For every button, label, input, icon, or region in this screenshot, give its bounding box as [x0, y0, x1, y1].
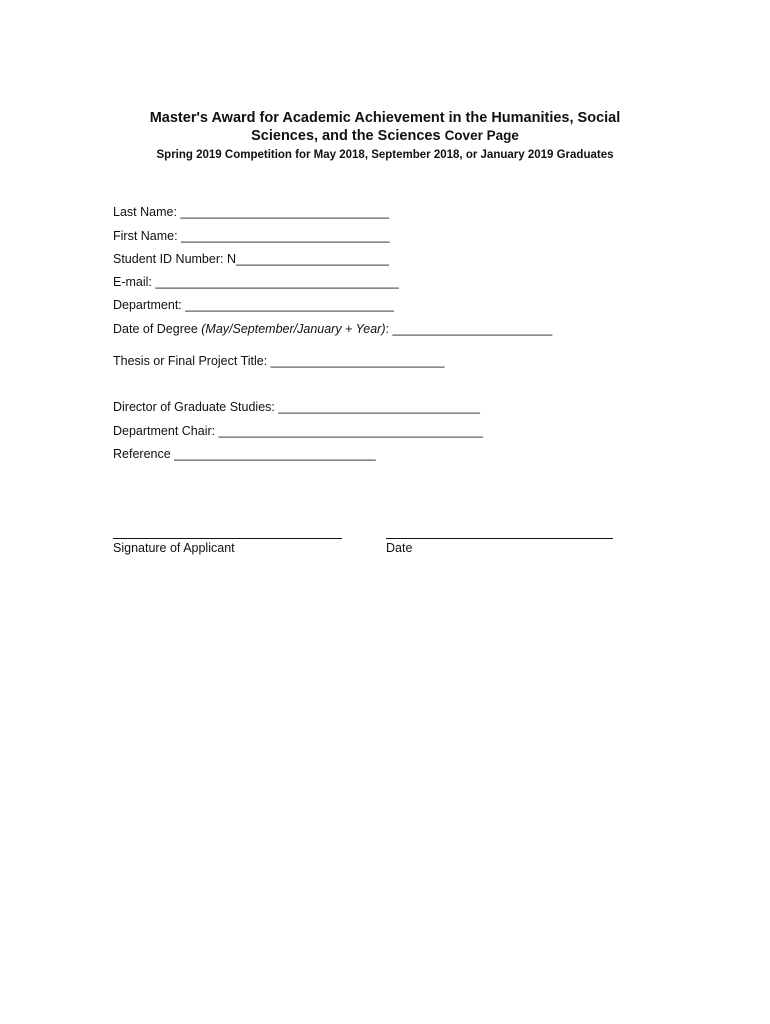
email-field[interactable]: E-mail: ___________________________________: [113, 275, 399, 289]
date-signature-label: Date: [386, 541, 413, 555]
director-field[interactable]: Director of Graduate Studies: _____________________________: [113, 400, 480, 414]
thesis-title-field[interactable]: Thesis or Final Project Title: _________________________: [113, 354, 445, 368]
applicant-signature-line[interactable]: [113, 538, 342, 539]
page-subtitle: Spring 2019 Competition for May 2018, September 2018, or January 2019 Graduates: [156, 149, 614, 161]
page-title-line2-suffix: Cover Page: [444, 128, 519, 143]
first-name-field[interactable]: First Name: ______________________________: [113, 229, 390, 243]
date-of-degree-blank[interactable]: : _______________________: [385, 322, 553, 336]
page-title-line2-main: Sciences, and the Sciences: [251, 128, 441, 144]
page-title-line1: Master's Award for Academic Achievement in the Humanities, Social: [149, 110, 621, 126]
date-of-degree-field[interactable]: [113, 322, 552, 337]
title-block: [0, 110, 770, 163]
date-signature-line[interactable]: [386, 538, 613, 539]
date-of-degree-label: Date of Degree: [113, 322, 202, 336]
date-of-degree-hint: (May/September/January + Year): [201, 322, 386, 336]
applicant-signature-label: Signature of Applicant: [113, 541, 235, 555]
student-id-field[interactable]: Student ID Number: N______________________: [113, 252, 389, 266]
reference-field[interactable]: Reference _____________________________: [113, 447, 376, 461]
department-chair-field[interactable]: Department Chair: ______________________________________: [113, 424, 483, 438]
department-field[interactable]: Department: ______________________________: [113, 298, 394, 312]
last-name-field[interactable]: Last Name: ______________________________: [113, 205, 389, 219]
page-title-line2: [0, 127, 770, 145]
